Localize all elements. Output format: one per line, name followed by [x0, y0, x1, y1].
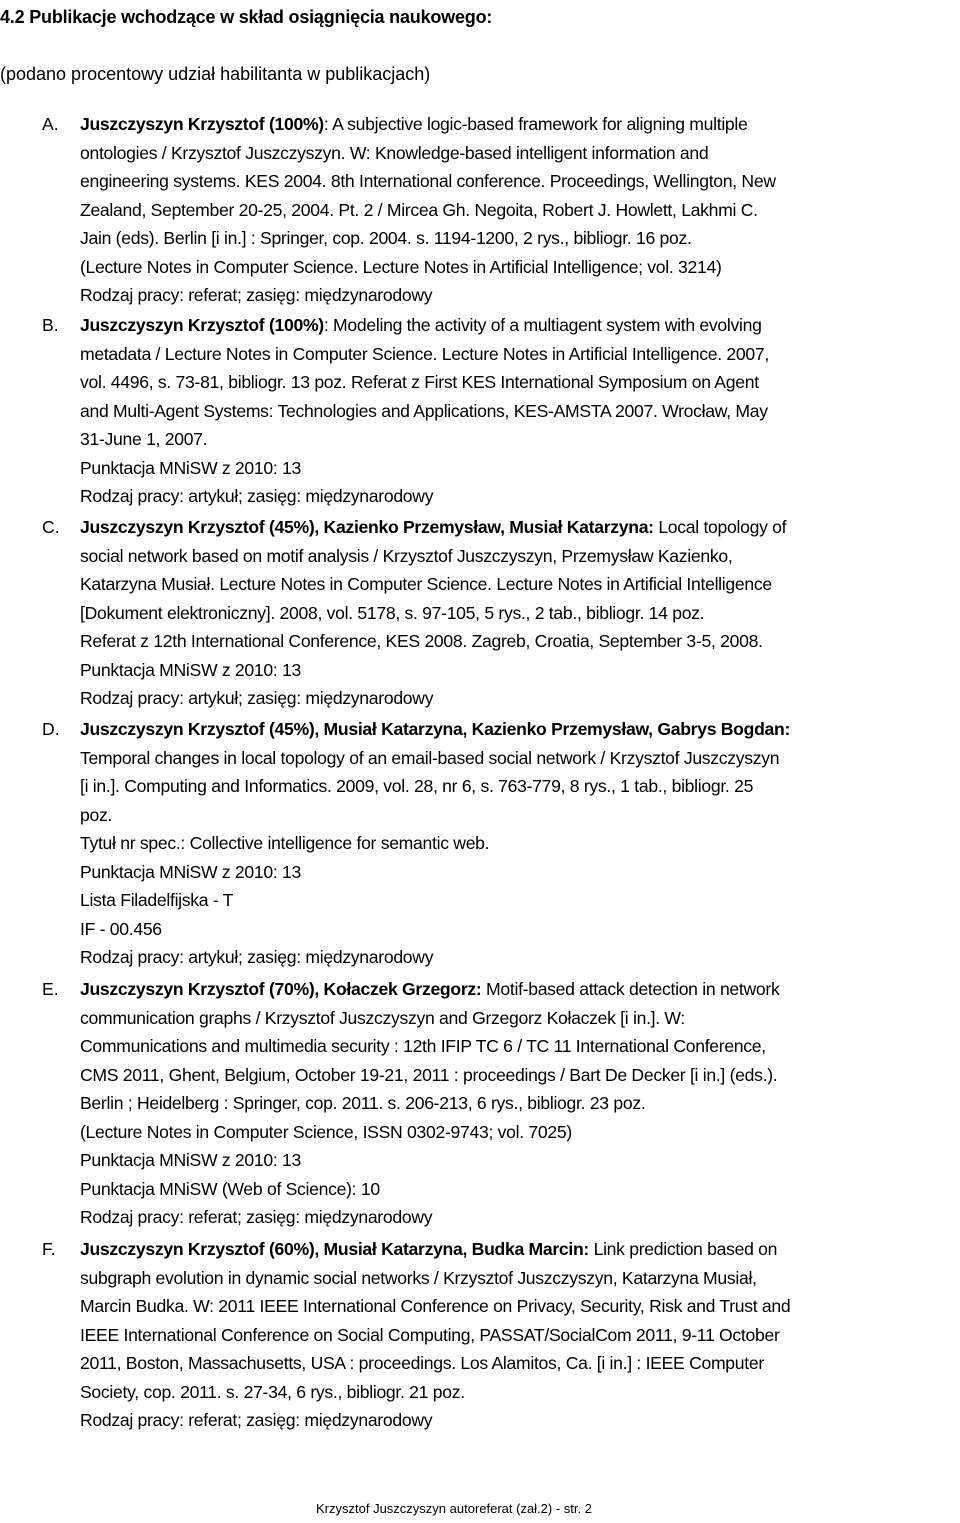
line-text: Motif-based attack detection in network [481, 979, 780, 999]
publication-line [80, 801, 960, 830]
publication-line [80, 829, 960, 858]
line-text: ontologies / Krzysztof Juszczyszyn. W: Knowledge-based intelligent information and [80, 142, 709, 163]
publication-line [80, 1235, 960, 1264]
publication-line [80, 281, 960, 310]
line-text: vol. 4496, s. 73-81, bibliogr. 13 poz. Referat z First KES International Symposium on Agent [80, 372, 759, 392]
line-text: poz. [80, 804, 113, 825]
publication-line [80, 110, 960, 139]
line-text: Punktacja MNiSW (Web of Science): 10 [80, 1178, 380, 1199]
publication-line [80, 1061, 960, 1090]
line-text: [i in.]. Computing and Informatics. 2009, vol. 28, nr 6, s. 763-779, 8 rys., 1 tab., bibliogr. 25 [80, 776, 754, 796]
publication-line [80, 627, 960, 656]
author-list: Juszczyszyn Krzysztof (70%), Kołaczek Grzegorz: [80, 979, 482, 999]
section-subheading: (podano procentowy udział habilitanta w publikacjach) [0, 64, 431, 84]
publication-line [80, 513, 960, 542]
line-text: communication graphs / Krzysztof Juszczyszyn and Grzegorz Kołaczek [i in.]. W: [80, 1007, 685, 1028]
publication-letter: A. [42, 114, 59, 134]
line-text: Punktacja MNiSW z 2010: 13 [80, 457, 302, 478]
line-text: Communications and multimedia security : 12th IFIP TC 6 / TC 11 International Conference, [80, 1036, 766, 1056]
publication-line [80, 915, 960, 944]
publication-line [80, 196, 960, 225]
publication-line [80, 715, 960, 744]
line-text: Temporal changes in local topology of an email-based social network / Krzysztof Juszczyszyn [80, 747, 780, 768]
publication-line [80, 684, 960, 713]
publication-line [80, 1146, 960, 1175]
publication-line [80, 744, 960, 773]
publication-line [80, 943, 960, 972]
line-text: Marcin Budka. W: 2011 IEEE International Conference on Privacy, Security, Risk and Trust and [80, 1296, 791, 1316]
publication-line [80, 167, 960, 196]
publication-line [80, 656, 960, 685]
line-text: (Lecture Notes in Computer Science. Lecture Notes in Artificial Intelligence; vol. 3214) [80, 256, 722, 277]
publication-letter: D. [42, 719, 60, 739]
line-text: and Multi-Agent Systems: Technologies and Applications, KES-AMSTA 2007. Wrocław, May [80, 400, 768, 421]
publication-line [80, 1378, 960, 1407]
line-text: Lista Filadelfijska - T [80, 890, 234, 910]
line-text: Punktacja MNiSW z 2010: 13 [80, 1150, 302, 1170]
publication-line [80, 1406, 960, 1435]
publication-line [80, 772, 960, 801]
publication-line [80, 1349, 960, 1378]
line-text: Rodzaj pracy: referat; zasięg: międzynarodowy [80, 1410, 433, 1430]
line-text: Rodzaj pracy: artykuł; zasięg: międzynarodowy [80, 486, 434, 506]
publication-body [80, 715, 960, 972]
line-text: Rodzaj pracy: referat; zasięg: międzynarodowy [80, 1207, 433, 1227]
line-text: Rodzaj pracy: artykuł; zasięg: międzynarodowy [80, 947, 434, 967]
publication-line [80, 368, 960, 397]
author-list: Juszczyszyn Krzysztof (100%) [80, 315, 324, 335]
publication-line [80, 570, 960, 599]
line-text: metadata / Lecture Notes in Computer Science. Lecture Notes in Artificial Intelligence. 2007, [80, 343, 769, 364]
publication-line [80, 1004, 960, 1033]
line-text: Society, cop. 2011. s. 27-34, 6 rys., bibliogr. 21 poz. [80, 1381, 465, 1402]
publication-line [80, 425, 960, 454]
line-text: Referat z 12th International Conference, KES 2008. Zagreb, Croatia, September 3-5, 2008. [80, 631, 763, 651]
line-text: 2011, Boston, Massachusetts, USA : proceedings. Los Alamitos, Ca. [i in.] : IEEE Computer [80, 1353, 764, 1373]
publication-letter: F. [42, 1239, 56, 1259]
publication-line [80, 1292, 960, 1321]
line-text: Local topology of [653, 517, 787, 537]
line-text: subgraph evolution in dynamic social networks / Krzysztof Juszczyszyn, Katarzyna Musiał, [80, 1267, 757, 1288]
page-footer: Krzysztof Juszczyszyn autoreferat (zał.2) - str. 2 [316, 1501, 592, 1516]
publication-line [80, 1175, 960, 1204]
publication-body [80, 513, 960, 713]
line-text: Link prediction based on [589, 1239, 778, 1259]
publication-line [80, 1203, 960, 1232]
line-text: : A subjective logic-based framework for aligning multiple [323, 114, 748, 134]
line-text: IEEE International Conference on Social Computing, PASSAT/SocialCom 2011, 9-11 October [80, 1324, 780, 1345]
line-text: Punktacja MNiSW z 2010: 13 [80, 861, 302, 882]
publication-letter: B. [42, 315, 59, 335]
publication-line [80, 1264, 960, 1293]
author-list: Juszczyszyn Krzysztof (60%), Musiał Katarzyna, Budka Marcin: [80, 1239, 589, 1259]
publication-line [80, 397, 960, 426]
line-text: IF - 00.456 [80, 918, 162, 939]
publication-body [80, 110, 960, 310]
publication-line [80, 975, 960, 1004]
publication-line [80, 599, 960, 628]
publication-body [80, 1235, 960, 1435]
publication-letter: E. [42, 979, 59, 999]
section-heading: 4.2 Publikacje wchodzące w skład osiągnięcia naukowego: [0, 7, 493, 27]
publication-line [80, 886, 960, 915]
line-text: Jain (eds). Berlin [i in.] : Springer, cop. 2004. s. 1194-1200, 2 rys., bibliogr. 16 poz. [80, 228, 692, 248]
publication-line [80, 542, 960, 571]
publication-line [80, 1089, 960, 1118]
author-list: Juszczyszyn Krzysztof (45%), Musiał Katarzyna, Kazienko Przemysław, Gabrys Bogdan: [80, 719, 791, 739]
publication-line [80, 1118, 960, 1147]
publication-line [80, 858, 960, 887]
line-text: engineering systems. KES 2004. 8th International conference. Proceedings, Wellington, New [80, 171, 776, 191]
line-text: Punktacja MNiSW z 2010: 13 [80, 659, 302, 680]
publication-line [80, 1321, 960, 1350]
line-text: [Dokument elektroniczny]. 2008, vol. 5178, s. 97-105, 5 rys., 2 tab., bibliogr. 14 poz. [80, 602, 705, 623]
line-text: Rodzaj pracy: referat; zasięg: międzynarodowy [80, 285, 433, 305]
line-text: (Lecture Notes in Computer Science, ISSN 0302-9743; vol. 7025) [80, 1121, 572, 1142]
line-text: CMS 2011, Ghent, Belgium, October 19-21, 2011 : proceedings / Bart De Decker [i in.] (eds.). [80, 1064, 778, 1085]
line-text: Zealand, September 20-25, 2004. Pt. 2 / Mircea Gh. Negoita, Robert J. Howlett, Lakhmi C. [80, 199, 758, 220]
publication-line [80, 454, 960, 483]
line-text: Tytuł nr spec.: Collective intelligence for semantic web. [80, 833, 490, 853]
publication-line [80, 253, 960, 282]
line-text: : Modeling the activity of a multiagent system with evolving [323, 315, 762, 335]
publication-line [80, 224, 960, 253]
publication-line [80, 482, 960, 511]
publication-line [80, 1032, 960, 1061]
publication-letter: C. [42, 517, 60, 537]
line-text: social network based on motif analysis / Krzysztof Juszczyszyn, Przemysław Kazienko, [80, 545, 733, 566]
line-text: Rodzaj pracy: artykuł; zasięg: międzynarodowy [80, 688, 434, 708]
line-text: 31-June 1, 2007. [80, 429, 208, 449]
author-list: Juszczyszyn Krzysztof (45%), Kazienko Przemysław, Musiał Katarzyna: [80, 517, 654, 537]
line-text: Katarzyna Musiał. Lecture Notes in Computer Science. Lecture Notes in Artificial Intelligence [80, 574, 772, 594]
publication-line [80, 139, 960, 168]
line-text: Berlin ; Heidelberg : Springer, cop. 2011. s. 206-213, 6 rys., bibliogr. 23 poz. [80, 1093, 646, 1113]
publication-body [80, 311, 960, 511]
author-list: Juszczyszyn Krzysztof (100%) [80, 114, 324, 134]
publication-body [80, 975, 960, 1232]
publication-line [80, 340, 960, 369]
publication-line [80, 311, 960, 340]
